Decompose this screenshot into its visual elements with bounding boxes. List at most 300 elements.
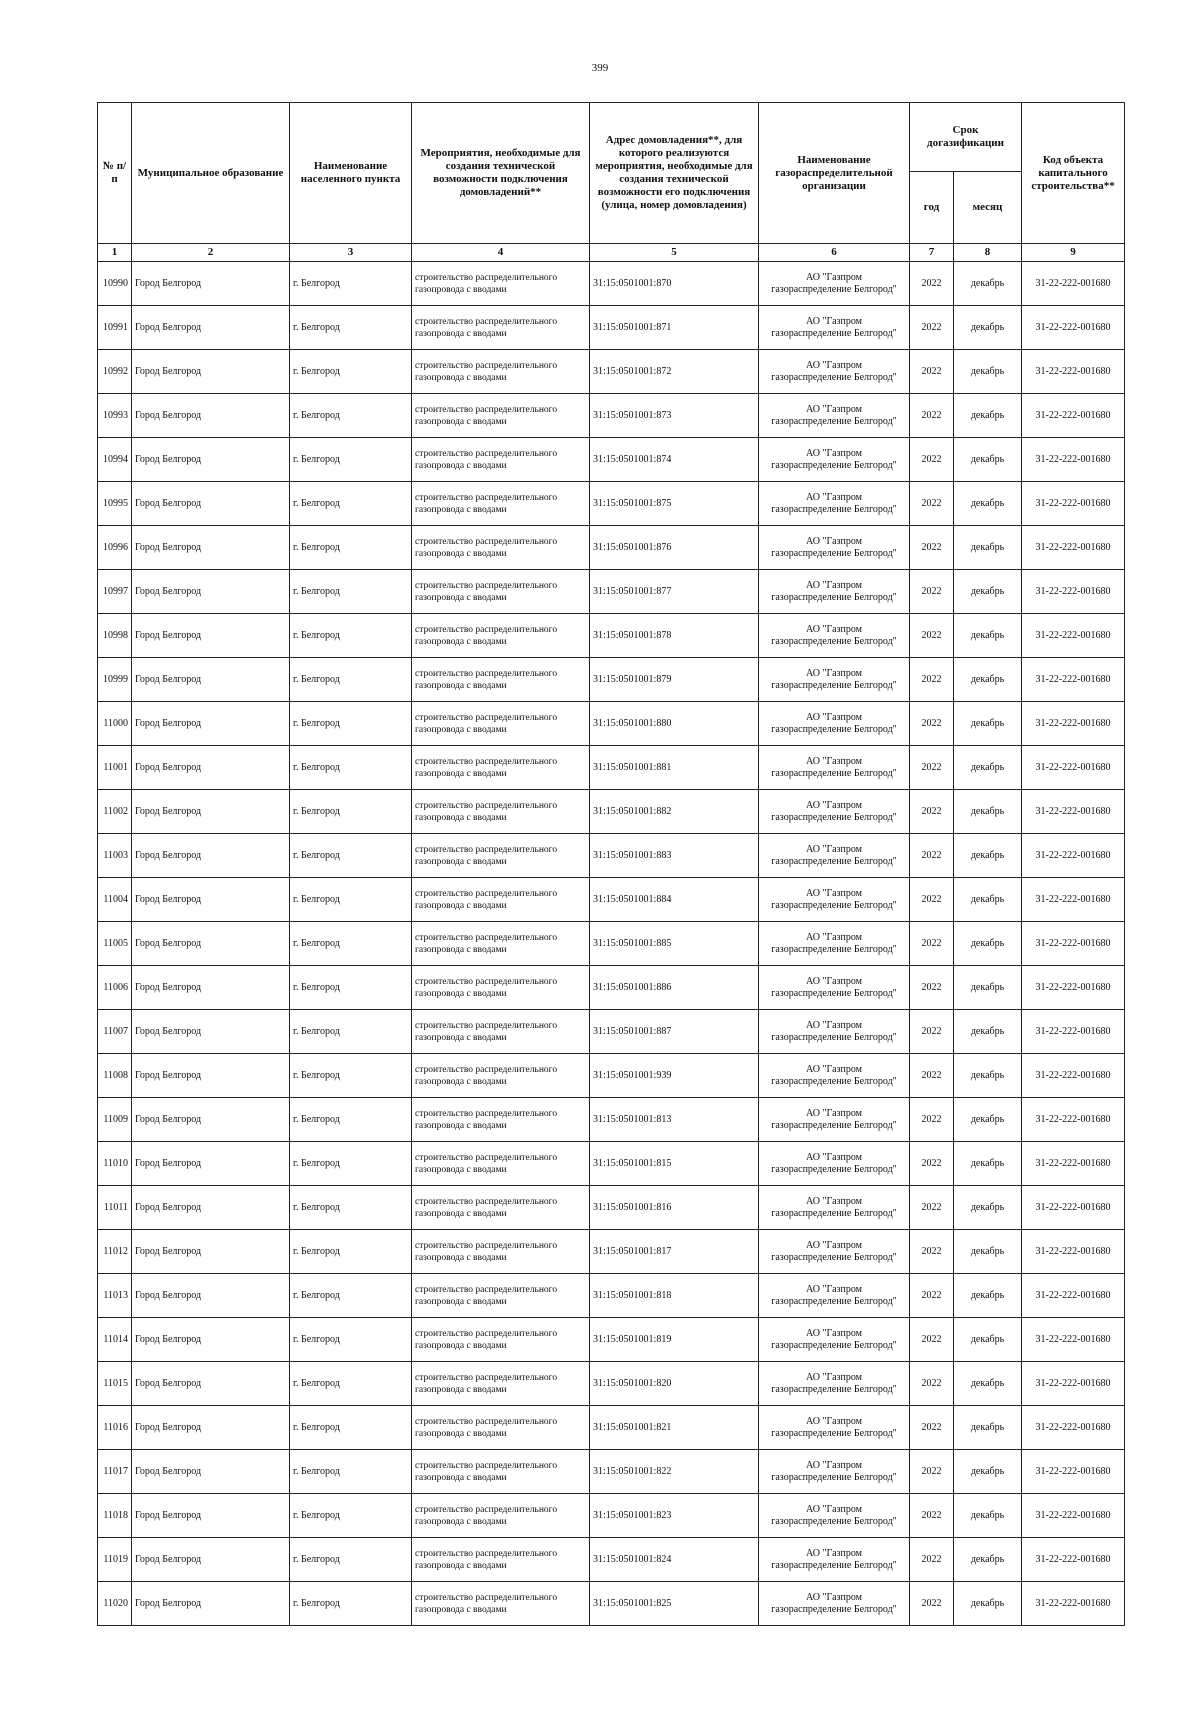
address-cell: 31:15:0501001:824 [590,1538,759,1582]
object-code-cell: 31-22-222-001680 [1022,306,1125,350]
year-cell: 2022 [910,526,954,570]
year-cell: 2022 [910,1010,954,1054]
activity-cell: строительство распределительного газопровода с вводами [412,1186,590,1230]
row-number-cell: 11008 [98,1054,132,1098]
object-code-cell: 31-22-222-001680 [1022,482,1125,526]
table-row [98,1318,1125,1362]
month-cell: декабрь [954,922,1022,966]
table-row [98,1538,1125,1582]
organization-line-1: АО "Газпром [806,359,862,371]
row-number-cell: 11009 [98,1098,132,1142]
row-number-cell: 10995 [98,482,132,526]
organization-cell [759,1538,910,1582]
month-cell: декабрь [954,1010,1022,1054]
address-cell: 31:15:0501001:815 [590,1142,759,1186]
address-cell: 31:15:0501001:872 [590,350,759,394]
activity-cell: строительство распределительного газопровода с вводами [412,1098,590,1142]
header-year: год [910,172,954,244]
column-number: 3 [290,244,412,262]
municipality-cell: Город Белгород [132,570,290,614]
organization-cell [759,1010,910,1054]
month-cell: декабрь [954,1494,1022,1538]
organization-line-2: газораспределение Белгород" [771,767,897,779]
locality-cell: г. Белгород [290,702,412,746]
organization-cell [759,1142,910,1186]
year-cell: 2022 [910,1318,954,1362]
organization-line-2: газораспределение Белгород" [771,1603,897,1615]
organization-cell [759,350,910,394]
object-code-cell: 31-22-222-001680 [1022,1318,1125,1362]
activity-cell: строительство распределительного газопровода с вводами [412,1362,590,1406]
organization-line-2: газораспределение Белгород" [771,1031,897,1043]
object-code-cell: 31-22-222-001680 [1022,1450,1125,1494]
organization-cell [759,306,910,350]
object-code-cell: 31-22-222-001680 [1022,1494,1125,1538]
object-code-cell: 31-22-222-001680 [1022,790,1125,834]
organization-cell [759,1230,910,1274]
municipality-cell: Город Белгород [132,1362,290,1406]
locality-cell: г. Белгород [290,1098,412,1142]
organization-line-2: газораспределение Белгород" [771,415,897,427]
municipality-cell: Город Белгород [132,1406,290,1450]
row-number-cell: 10991 [98,306,132,350]
locality-cell: г. Белгород [290,1274,412,1318]
activity-cell: строительство распределительного газопровода с вводами [412,878,590,922]
organization-line-2: газораспределение Белгород" [771,1515,897,1527]
organization-line-2: газораспределение Белгород" [771,283,897,295]
month-cell: декабрь [954,1362,1022,1406]
organization-line-2: газораспределение Белгород" [771,1163,897,1175]
municipality-cell: Город Белгород [132,834,290,878]
organization-line-1: АО "Газпром [806,1019,862,1031]
organization-line-1: АО "Газпром [806,315,862,327]
municipality-cell: Город Белгород [132,1538,290,1582]
organization-line-1: АО "Газпром [806,755,862,767]
object-code-cell: 31-22-222-001680 [1022,922,1125,966]
activity-cell: строительство распределительного газопровода с вводами [412,262,590,306]
organization-cell [759,1406,910,1450]
object-code-cell: 31-22-222-001680 [1022,1230,1125,1274]
locality-cell: г. Белгород [290,790,412,834]
municipality-cell: Город Белгород [132,482,290,526]
table-row [98,1362,1125,1406]
organization-line-1: АО "Газпром [806,1107,862,1119]
locality-cell: г. Белгород [290,1450,412,1494]
row-number-cell: 11003 [98,834,132,878]
address-cell: 31:15:0501001:821 [590,1406,759,1450]
organization-cell [759,878,910,922]
table-header [98,103,1125,262]
year-cell: 2022 [910,1142,954,1186]
organization-cell [759,702,910,746]
month-cell: декабрь [954,1054,1022,1098]
header-num: № п/п [98,103,132,244]
object-code-cell: 31-22-222-001680 [1022,262,1125,306]
table-row [98,570,1125,614]
organization-line-1: АО "Газпром [806,667,862,679]
organization-line-2: газораспределение Белгород" [771,1119,897,1131]
year-cell: 2022 [910,1362,954,1406]
month-cell: декабрь [954,1538,1022,1582]
table-row [98,966,1125,1010]
organization-line-2: газораспределение Белгород" [771,459,897,471]
organization-line-1: АО "Газпром [806,843,862,855]
activity-cell: строительство распределительного газопровода с вводами [412,1450,590,1494]
year-cell: 2022 [910,1274,954,1318]
address-cell: 31:15:0501001:818 [590,1274,759,1318]
organization-cell [759,790,910,834]
address-cell: 31:15:0501001:884 [590,878,759,922]
month-cell: декабрь [954,262,1022,306]
table-row [98,1274,1125,1318]
header-activities: Мероприятия, необходимые для создания технической возможности подключения домовладений** [412,103,590,244]
year-cell: 2022 [910,306,954,350]
locality-cell: г. Белгород [290,1494,412,1538]
table-row [98,702,1125,746]
address-cell: 31:15:0501001:876 [590,526,759,570]
month-cell: декабрь [954,1318,1022,1362]
gasification-table [97,102,1125,1626]
table-body [98,262,1125,1626]
locality-cell: г. Белгород [290,570,412,614]
row-number-cell: 10993 [98,394,132,438]
locality-cell: г. Белгород [290,1010,412,1054]
year-cell: 2022 [910,658,954,702]
organization-line-2: газораспределение Белгород" [771,943,897,955]
address-cell: 31:15:0501001:870 [590,262,759,306]
locality-cell: г. Белгород [290,438,412,482]
address-cell: 31:15:0501001:883 [590,834,759,878]
activity-cell: строительство распределительного газопровода с вводами [412,746,590,790]
municipality-cell: Город Белгород [132,702,290,746]
object-code-cell: 31-22-222-001680 [1022,1098,1125,1142]
row-number-cell: 11012 [98,1230,132,1274]
organization-line-1: АО "Газпром [806,579,862,591]
month-cell: декабрь [954,746,1022,790]
organization-line-2: газораспределение Белгород" [771,547,897,559]
activity-cell: строительство распределительного газопровода с вводами [412,570,590,614]
table-row [98,306,1125,350]
organization-line-2: газораспределение Белгород" [771,327,897,339]
object-code-cell: 31-22-222-001680 [1022,1582,1125,1626]
object-code-cell: 31-22-222-001680 [1022,1054,1125,1098]
address-cell: 31:15:0501001:816 [590,1186,759,1230]
locality-cell: г. Белгород [290,922,412,966]
organization-line-2: газораспределение Белгород" [771,1207,897,1219]
row-number-cell: 10996 [98,526,132,570]
object-code-cell: 31-22-222-001680 [1022,570,1125,614]
object-code-cell: 31-22-222-001680 [1022,394,1125,438]
header-organization: Наименование газораспределительной организации [759,103,910,244]
address-cell: 31:15:0501001:939 [590,1054,759,1098]
table-row [98,614,1125,658]
organization-line-1: АО "Газпром [806,931,862,943]
activity-cell: строительство распределительного газопровода с вводами [412,306,590,350]
row-number-cell: 10990 [98,262,132,306]
activity-cell: строительство распределительного газопровода с вводами [412,1406,590,1450]
address-cell: 31:15:0501001:813 [590,1098,759,1142]
year-cell: 2022 [910,1230,954,1274]
table-row [98,746,1125,790]
row-number-cell: 11015 [98,1362,132,1406]
table-row [98,1054,1125,1098]
organization-cell [759,438,910,482]
organization-line-2: газораспределение Белгород" [771,1339,897,1351]
address-cell: 31:15:0501001:873 [590,394,759,438]
table-row [98,350,1125,394]
address-cell: 31:15:0501001:871 [590,306,759,350]
column-number: 8 [954,244,1022,262]
year-cell: 2022 [910,394,954,438]
municipality-cell: Город Белгород [132,1318,290,1362]
year-cell: 2022 [910,482,954,526]
row-number-cell: 11007 [98,1010,132,1054]
month-cell: декабрь [954,350,1022,394]
table-row [98,834,1125,878]
address-cell: 31:15:0501001:819 [590,1318,759,1362]
month-cell: декабрь [954,570,1022,614]
address-cell: 31:15:0501001:820 [590,1362,759,1406]
activity-cell: строительство распределительного газопровода с вводами [412,1274,590,1318]
organization-cell [759,570,910,614]
column-number: 4 [412,244,590,262]
year-cell: 2022 [910,438,954,482]
locality-cell: г. Белгород [290,614,412,658]
month-cell: декабрь [954,1230,1022,1274]
address-cell: 31:15:0501001:885 [590,922,759,966]
row-number-cell: 11011 [98,1186,132,1230]
month-cell: декабрь [954,834,1022,878]
municipality-cell: Город Белгород [132,922,290,966]
locality-cell: г. Белгород [290,746,412,790]
municipality-cell: Город Белгород [132,438,290,482]
organization-cell [759,262,910,306]
municipality-cell: Город Белгород [132,1582,290,1626]
year-cell: 2022 [910,1450,954,1494]
address-cell: 31:15:0501001:886 [590,966,759,1010]
header-address: Адрес домовладения**, для которого реализуются мероприятия, необходимые для создания технической возможности его подключения (улица, номер домовладения) [590,103,759,244]
organization-cell [759,966,910,1010]
column-numbers-row [98,244,1125,262]
object-code-cell: 31-22-222-001680 [1022,966,1125,1010]
header-object-code: Код объекта капитального строительства** [1022,103,1125,244]
organization-line-2: газораспределение Белгород" [771,679,897,691]
municipality-cell: Город Белгород [132,1142,290,1186]
object-code-cell: 31-22-222-001680 [1022,438,1125,482]
table-row [98,1010,1125,1054]
row-number-cell: 11019 [98,1538,132,1582]
organization-line-1: АО "Газпром [806,1547,862,1559]
object-code-cell: 31-22-222-001680 [1022,1406,1125,1450]
organization-line-2: газораспределение Белгород" [771,855,897,867]
organization-line-2: газораспределение Белгород" [771,899,897,911]
locality-cell: г. Белгород [290,878,412,922]
month-cell: декабрь [954,526,1022,570]
municipality-cell: Город Белгород [132,614,290,658]
table-row [98,1406,1125,1450]
address-cell: 31:15:0501001:874 [590,438,759,482]
organization-line-1: АО "Газпром [806,403,862,415]
column-number: 9 [1022,244,1125,262]
municipality-cell: Город Белгород [132,658,290,702]
organization-line-1: АО "Газпром [806,491,862,503]
address-cell: 31:15:0501001:882 [590,790,759,834]
row-number-cell: 11000 [98,702,132,746]
month-cell: декабрь [954,1186,1022,1230]
row-number-cell: 11013 [98,1274,132,1318]
activity-cell: строительство распределительного газопровода с вводами [412,658,590,702]
year-cell: 2022 [910,878,954,922]
table-row [98,1142,1125,1186]
row-number-cell: 11005 [98,922,132,966]
organization-line-1: АО "Газпром [806,1283,862,1295]
activity-cell: строительство распределительного газопровода с вводами [412,1318,590,1362]
page-number: 399 [591,62,609,74]
municipality-cell: Город Белгород [132,1054,290,1098]
organization-line-2: газораспределение Белгород" [771,1471,897,1483]
organization-line-1: АО "Газпром [806,1459,862,1471]
table-row [98,394,1125,438]
municipality-cell: Город Белгород [132,350,290,394]
month-cell: декабрь [954,614,1022,658]
year-cell: 2022 [910,262,954,306]
table-row [98,1494,1125,1538]
activity-cell: строительство распределительного газопровода с вводами [412,790,590,834]
activity-cell: строительство распределительного газопровода с вводами [412,526,590,570]
organization-cell [759,1054,910,1098]
address-cell: 31:15:0501001:880 [590,702,759,746]
organization-line-2: газораспределение Белгород" [771,1427,897,1439]
organization-line-2: газораспределение Белгород" [771,1251,897,1263]
municipality-cell: Город Белгород [132,1186,290,1230]
organization-line-2: газораспределение Белгород" [771,371,897,383]
month-cell: декабрь [954,394,1022,438]
locality-cell: г. Белгород [290,482,412,526]
organization-line-1: АО "Газпром [806,535,862,547]
column-number: 5 [590,244,759,262]
organization-cell [759,1494,910,1538]
object-code-cell: 31-22-222-001680 [1022,614,1125,658]
address-cell: 31:15:0501001:823 [590,1494,759,1538]
address-cell: 31:15:0501001:887 [590,1010,759,1054]
object-code-cell: 31-22-222-001680 [1022,1010,1125,1054]
organization-line-2: газораспределение Белгород" [771,503,897,515]
month-cell: декабрь [954,966,1022,1010]
month-cell: декабрь [954,1582,1022,1626]
locality-cell: г. Белгород [290,834,412,878]
municipality-cell: Город Белгород [132,966,290,1010]
activity-cell: строительство распределительного газопровода с вводами [412,1054,590,1098]
year-cell: 2022 [910,614,954,658]
object-code-cell: 31-22-222-001680 [1022,702,1125,746]
object-code-cell: 31-22-222-001680 [1022,834,1125,878]
table-row [98,1450,1125,1494]
object-code-cell: 31-22-222-001680 [1022,350,1125,394]
municipality-cell: Город Белгород [132,306,290,350]
organization-line-2: газораспределение Белгород" [771,1295,897,1307]
organization-line-2: газораспределение Белгород" [771,591,897,603]
organization-line-2: газораспределение Белгород" [771,723,897,735]
header-locality: Наименование населенного пункта [290,103,412,244]
organization-line-1: АО "Газпром [806,1591,862,1603]
municipality-cell: Город Белгород [132,746,290,790]
address-cell: 31:15:0501001:881 [590,746,759,790]
year-cell: 2022 [910,1098,954,1142]
locality-cell: г. Белгород [290,1406,412,1450]
table-row [98,262,1125,306]
address-cell: 31:15:0501001:878 [590,614,759,658]
row-number-cell: 10998 [98,614,132,658]
organization-cell [759,482,910,526]
municipality-cell: Город Белгород [132,262,290,306]
month-cell: декабрь [954,306,1022,350]
organization-cell [759,1098,910,1142]
row-number-cell: 11010 [98,1142,132,1186]
locality-cell: г. Белгород [290,394,412,438]
organization-line-1: АО "Газпром [806,1415,862,1427]
table-row [98,1098,1125,1142]
object-code-cell: 31-22-222-001680 [1022,526,1125,570]
organization-line-1: АО "Газпром [806,887,862,899]
municipality-cell: Город Белгород [132,878,290,922]
year-cell: 2022 [910,1494,954,1538]
year-cell: 2022 [910,790,954,834]
organization-cell [759,1274,910,1318]
year-cell: 2022 [910,350,954,394]
activity-cell: строительство распределительного газопровода с вводами [412,394,590,438]
locality-cell: г. Белгород [290,526,412,570]
column-number: 7 [910,244,954,262]
month-cell: декабрь [954,790,1022,834]
organization-line-1: АО "Газпром [806,711,862,723]
table-row [98,878,1125,922]
table-row [98,658,1125,702]
locality-cell: г. Белгород [290,1582,412,1626]
object-code-cell: 31-22-222-001680 [1022,746,1125,790]
municipality-cell: Город Белгород [132,394,290,438]
organization-line-1: АО "Газпром [806,1371,862,1383]
activity-cell: строительство распределительного газопровода с вводами [412,614,590,658]
header-municipality: Муниципальное образование [132,103,290,244]
organization-line-1: АО "Газпром [806,1503,862,1515]
locality-cell: г. Белгород [290,1538,412,1582]
row-number-cell: 11018 [98,1494,132,1538]
header-row [98,103,1125,172]
organization-line-2: газораспределение Белгород" [771,1383,897,1395]
month-cell: декабрь [954,1142,1022,1186]
table-row [98,790,1125,834]
row-number-cell: 11014 [98,1318,132,1362]
activity-cell: строительство распределительного газопровода с вводами [412,1538,590,1582]
object-code-cell: 31-22-222-001680 [1022,1186,1125,1230]
year-cell: 2022 [910,570,954,614]
activity-cell: строительство распределительного газопровода с вводами [412,1010,590,1054]
address-cell: 31:15:0501001:879 [590,658,759,702]
row-number-cell: 10992 [98,350,132,394]
address-cell: 31:15:0501001:875 [590,482,759,526]
table-row [98,922,1125,966]
object-code-cell: 31-22-222-001680 [1022,1274,1125,1318]
object-code-cell: 31-22-222-001680 [1022,1142,1125,1186]
row-number-cell: 11016 [98,1406,132,1450]
organization-line-2: газораспределение Белгород" [771,635,897,647]
row-number-cell: 10999 [98,658,132,702]
activity-cell: строительство распределительного газопровода с вводами [412,1494,590,1538]
year-cell: 2022 [910,702,954,746]
organization-line-1: АО "Газпром [806,1195,862,1207]
year-cell: 2022 [910,1186,954,1230]
activity-cell: строительство распределительного газопровода с вводами [412,438,590,482]
